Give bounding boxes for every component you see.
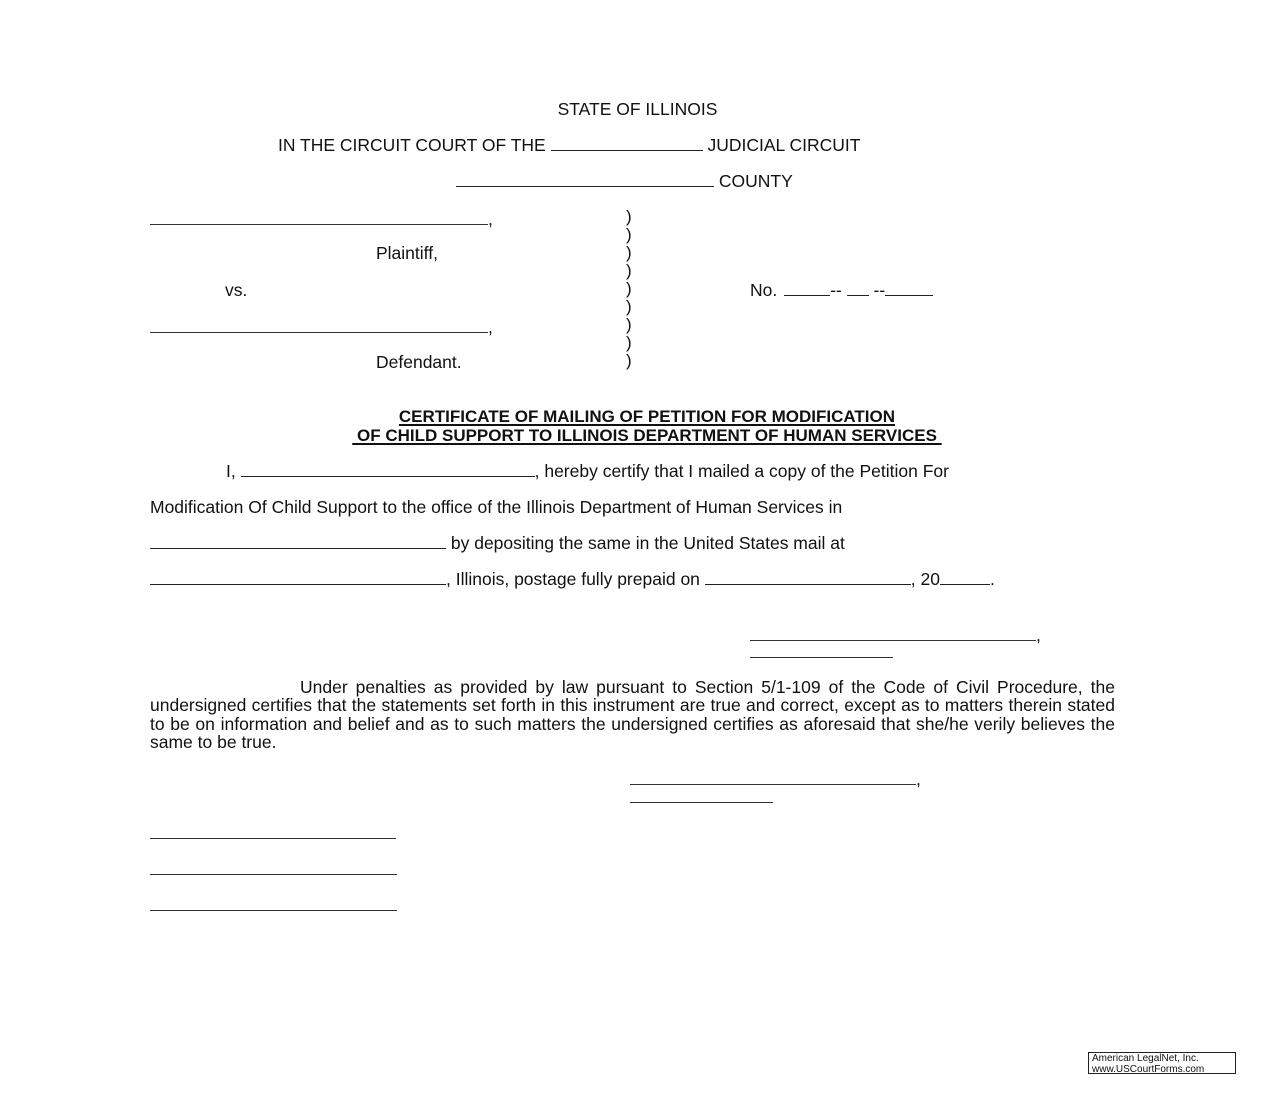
state-heading: STATE OF ILLINOIS xyxy=(557,99,718,119)
attorney-info-line-1[interactable] xyxy=(150,838,396,839)
plaintiff-label: Plaintiff, xyxy=(376,243,438,263)
certifier-name-blank[interactable] xyxy=(241,462,535,477)
caption-paren: ) xyxy=(626,243,632,262)
publisher-badge xyxy=(1088,1052,1236,1074)
certification-line-4 xyxy=(150,569,995,589)
attorney-info-line-3[interactable] xyxy=(150,910,397,911)
sentence-period: . xyxy=(989,569,995,589)
penalty-statement-text: Under penalties as provided by law pursuant to Section 5/1-109 of the Code of Civil Procedure, the undersigned certifies that the statements set forth in this instrument are true and correct, except as to matters therein stated to be on information and belief and as to such matters the undersigned certifies as aforesaid that she/he verily believes the same to be true. xyxy=(150,677,1115,752)
caption-paren: ) xyxy=(626,279,632,298)
case-number-separator: -- xyxy=(873,280,886,300)
certification-line-1 xyxy=(226,461,949,481)
judicial-circuit-blank[interactable] xyxy=(551,136,703,151)
county-heading xyxy=(456,171,793,191)
signature-comma-1: , xyxy=(1036,625,1041,645)
document-title-text: OF CHILD SUPPORT TO ILLINOIS DEPARTMENT OF HUMAN SERVICES xyxy=(352,426,942,445)
caption-paren: ) xyxy=(626,207,632,226)
dhs-office-location-blank[interactable] xyxy=(150,534,446,549)
year-prefix: , 20 xyxy=(910,569,940,589)
county-blank[interactable] xyxy=(456,172,714,187)
caption-paren: ) xyxy=(626,315,632,334)
case-number-separator: -- xyxy=(830,280,842,300)
case-number xyxy=(750,280,933,300)
defendant-label: Defendant. xyxy=(376,352,462,372)
certification-line-2: Modification Of Child Support to the office of the Illinois Department of Human Services in xyxy=(150,497,843,517)
court-heading xyxy=(278,135,860,155)
certification-line-4-text: , Illinois, postage fully prepaid on xyxy=(446,569,700,589)
signature-line-2[interactable] xyxy=(630,784,916,785)
caption-paren: ) xyxy=(626,351,632,370)
case-number-label: No. xyxy=(750,280,778,300)
court-heading-prefix: IN THE CIRCUIT COURT OF THE xyxy=(278,135,546,155)
defendant-comma: , xyxy=(488,317,493,337)
certifier-prefix: I, xyxy=(226,461,236,481)
certification-line-1-text: , hereby certify that I mailed a copy of the Petition For xyxy=(534,461,949,481)
attorney-info-line-2[interactable] xyxy=(150,874,397,875)
caption-paren: ) xyxy=(626,261,632,280)
signature-title-line-2[interactable] xyxy=(630,802,773,803)
publisher-company: American LegalNet, Inc. xyxy=(1092,1053,1199,1064)
signature-line-1[interactable] xyxy=(750,640,1036,641)
publisher-website[interactable]: www.USCourtForms.com xyxy=(1092,1063,1205,1075)
signature-title-line-1[interactable] xyxy=(750,657,893,658)
signature-comma-2: , xyxy=(916,769,921,789)
caption-paren: ) xyxy=(626,225,632,244)
certification-line-3-text: by depositing the same in the United States mail at xyxy=(450,533,845,553)
plaintiff-name-blank[interactable] xyxy=(150,224,488,225)
caption-paren: ) xyxy=(626,333,632,352)
document-title-text: CERTIFICATE OF MAILING OF PETITION FOR MODIFICATION xyxy=(398,407,896,426)
case-number-year-blank[interactable] xyxy=(784,281,830,296)
mailing-date-blank[interactable] xyxy=(705,570,911,585)
county-label: COUNTY xyxy=(718,171,793,191)
caption-paren: ) xyxy=(626,297,632,316)
penalty-statement xyxy=(150,678,1115,751)
defendant-name-blank[interactable] xyxy=(150,332,488,333)
versus-label: vs. xyxy=(225,280,248,300)
document-title-line-2 xyxy=(0,407,1275,464)
case-number-type-blank[interactable] xyxy=(847,281,869,296)
case-number-sequence-blank[interactable] xyxy=(885,281,933,296)
plaintiff-comma: , xyxy=(488,209,493,229)
mailing-year-blank[interactable] xyxy=(940,570,990,585)
court-heading-suffix: JUDICIAL CIRCUIT xyxy=(707,135,861,155)
certification-line-3 xyxy=(150,533,845,553)
mailing-city-blank[interactable] xyxy=(150,570,446,585)
